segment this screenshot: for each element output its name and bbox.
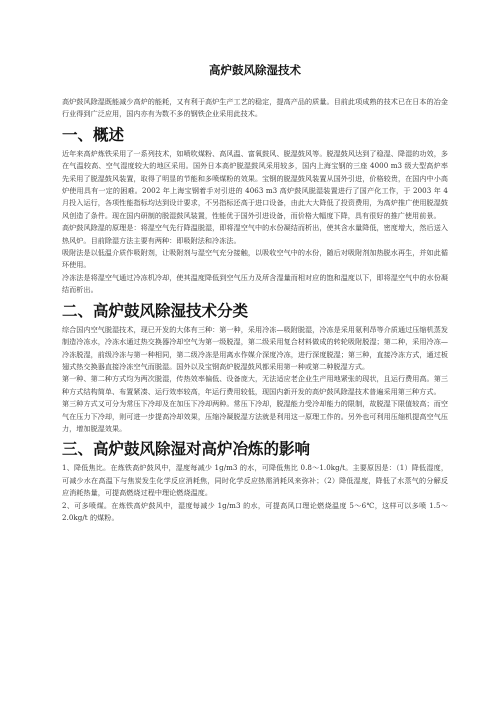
impact-paragraph-1: 1、降低焦比。在炼铁高炉鼓风中，湿度每减少 1g/m3 的水，可降低焦比 0.8～1.0kg/t。主要原因是：（1）降低湿度，可减少水在高温下与焦炭发生化学反应消耗焦，同时化学反应热需消耗风来弥补；（2）降低湿度，降低了水蒸气的分解反应消耗热量，可提高燃烧过程中理论燃烧温度。 xyxy=(62,463,448,498)
intro-paragraph: 高炉鼓风除湿既能减少高炉的能耗，又有利于高炉生产工艺的稳定，提高产品的质量。目前此项成熟的技术已在日本的冶金行业得到广泛应用，国内亦有为数不多的钢铁企业采用此技术。 xyxy=(62,97,448,119)
classification-paragraph-3: 第三种方式又可分为常压下冷却及在加压下冷却两种。常压下冷却，脱湿能力受冷却能力的限制，故脱湿下限值较高；而空气在压力下冷却，则可进一步提高冷却效果，压缩冷凝脱湿方法就是利用这一原理工作的。另外也可利用压缩机提高空气压力，增加脱湿效果。 xyxy=(62,399,448,433)
document-title: 高炉鼓风除湿技术 xyxy=(209,63,301,77)
classification-paragraph-2: 第一种、第二种方式均为两次脱湿，传热效率偏低、设备庞大，无法适应老企业生产用地紧张的现状，且运行费用高。第三种方式结构简单、布置紧凑、运行效率较高，年运行费用较低，现国内新开发的高炉鼓风除湿技术普遍采用第三种方式。 xyxy=(62,374,448,396)
section-heading-overview: 一、概述 xyxy=(62,125,125,144)
overview-paragraph-4: 冷冻法是将湿空气通过冷冻机冷却，使其温度降低到空气压力及所含湿量而相对应的饱和温度以下，即将湿空气中的水份凝结而析出。 xyxy=(62,272,448,295)
overview-paragraph-2: 高炉鼓风除湿的原理是：将湿空气先行降温脱湿，即将湿空气中的水份凝结而析出，使其含水量降低，密度增大，然后送入热风炉。目前除湿方法主要有两种：即吸附法和冷冻法。 xyxy=(62,223,448,245)
classification-paragraph-1: 综合国内空气脱湿技术，现已开发的大体有三种：第一种，采用冷冻—吸附脱湿，冷冻是采用氨利昂等介质通过压缩机蒸发制造冷冻水，冷冻水通过热交换器冷却空气为第一级脱湿，第二级采用复合材料做成的转轮吸附脱湿；第二种，采用冷冻—冷冻脱湿，前级冷冻与第一种相同，第二级冷冻是用离水作媒介深度冷冻，进行深度脱湿；第三种，直接冷冻方式，通过板翅式热交换器直接冷冻空气而脱湿。国外以及宝钢高炉脱湿鼓风都采用第一种或第二种脱湿方式。 xyxy=(62,324,448,371)
section-heading-impact: 三、高炉鼓风除湿对高炉冶炼的影响 xyxy=(62,440,311,459)
impact-paragraph-2: 2、可多喷煤。在炼铁高炉鼓风中，湿度每减少 1g/m3 的水，可提高风口理论燃烧温度 5～6℃，这样可以多喷 1.5～2.0kg/t 的煤粉。 xyxy=(62,500,448,522)
overview-paragraph-1: 近年来高炉炼铁采用了一系列技术，如喷吹煤粉、高风温、富氧鼓风、脱湿鼓风等。脱湿鼓风达到了稳湿、降湿的功效，多在气温较高、空气湿度较大的地区采用。国外日本高炉脱湿鼓风采用较多，国内上海宝钢的三座 4000 m3 级大型高炉率先采用了脱湿鼓风装置，取得了明显的节能和多喷煤粉的效果。宝钢的脱湿鼓风装置从国外引进，价格较贵，在国内中小高炉使用具有一定的困难。2002 年上海宝钢着手对引进的 4063 m3 高炉鼓风脱湿装置进行了国产化工作，于 2003 年 4 月投入运行，各项性能指标均达到设计要求，不另指标还高于进口设备，由此大大降低了投资费用，为高炉推广使用脱湿鼓风创造了条件。现在国内研制的脱湿鼓风装置，性能优于国外引进设备，而价格大幅度下降，具有很好的推广使用前景。 xyxy=(62,148,448,220)
section-heading-classification: 二、高炉鼓风除湿技术分类 xyxy=(62,301,249,320)
overview-paragraph-3: 吸附法是以低温介质作吸附剂，让吸附剂与湿空气充分接触，以吸收空气中的水份，随后对吸附剂加热脱水再生，并如此循环使用。 xyxy=(62,248,448,270)
